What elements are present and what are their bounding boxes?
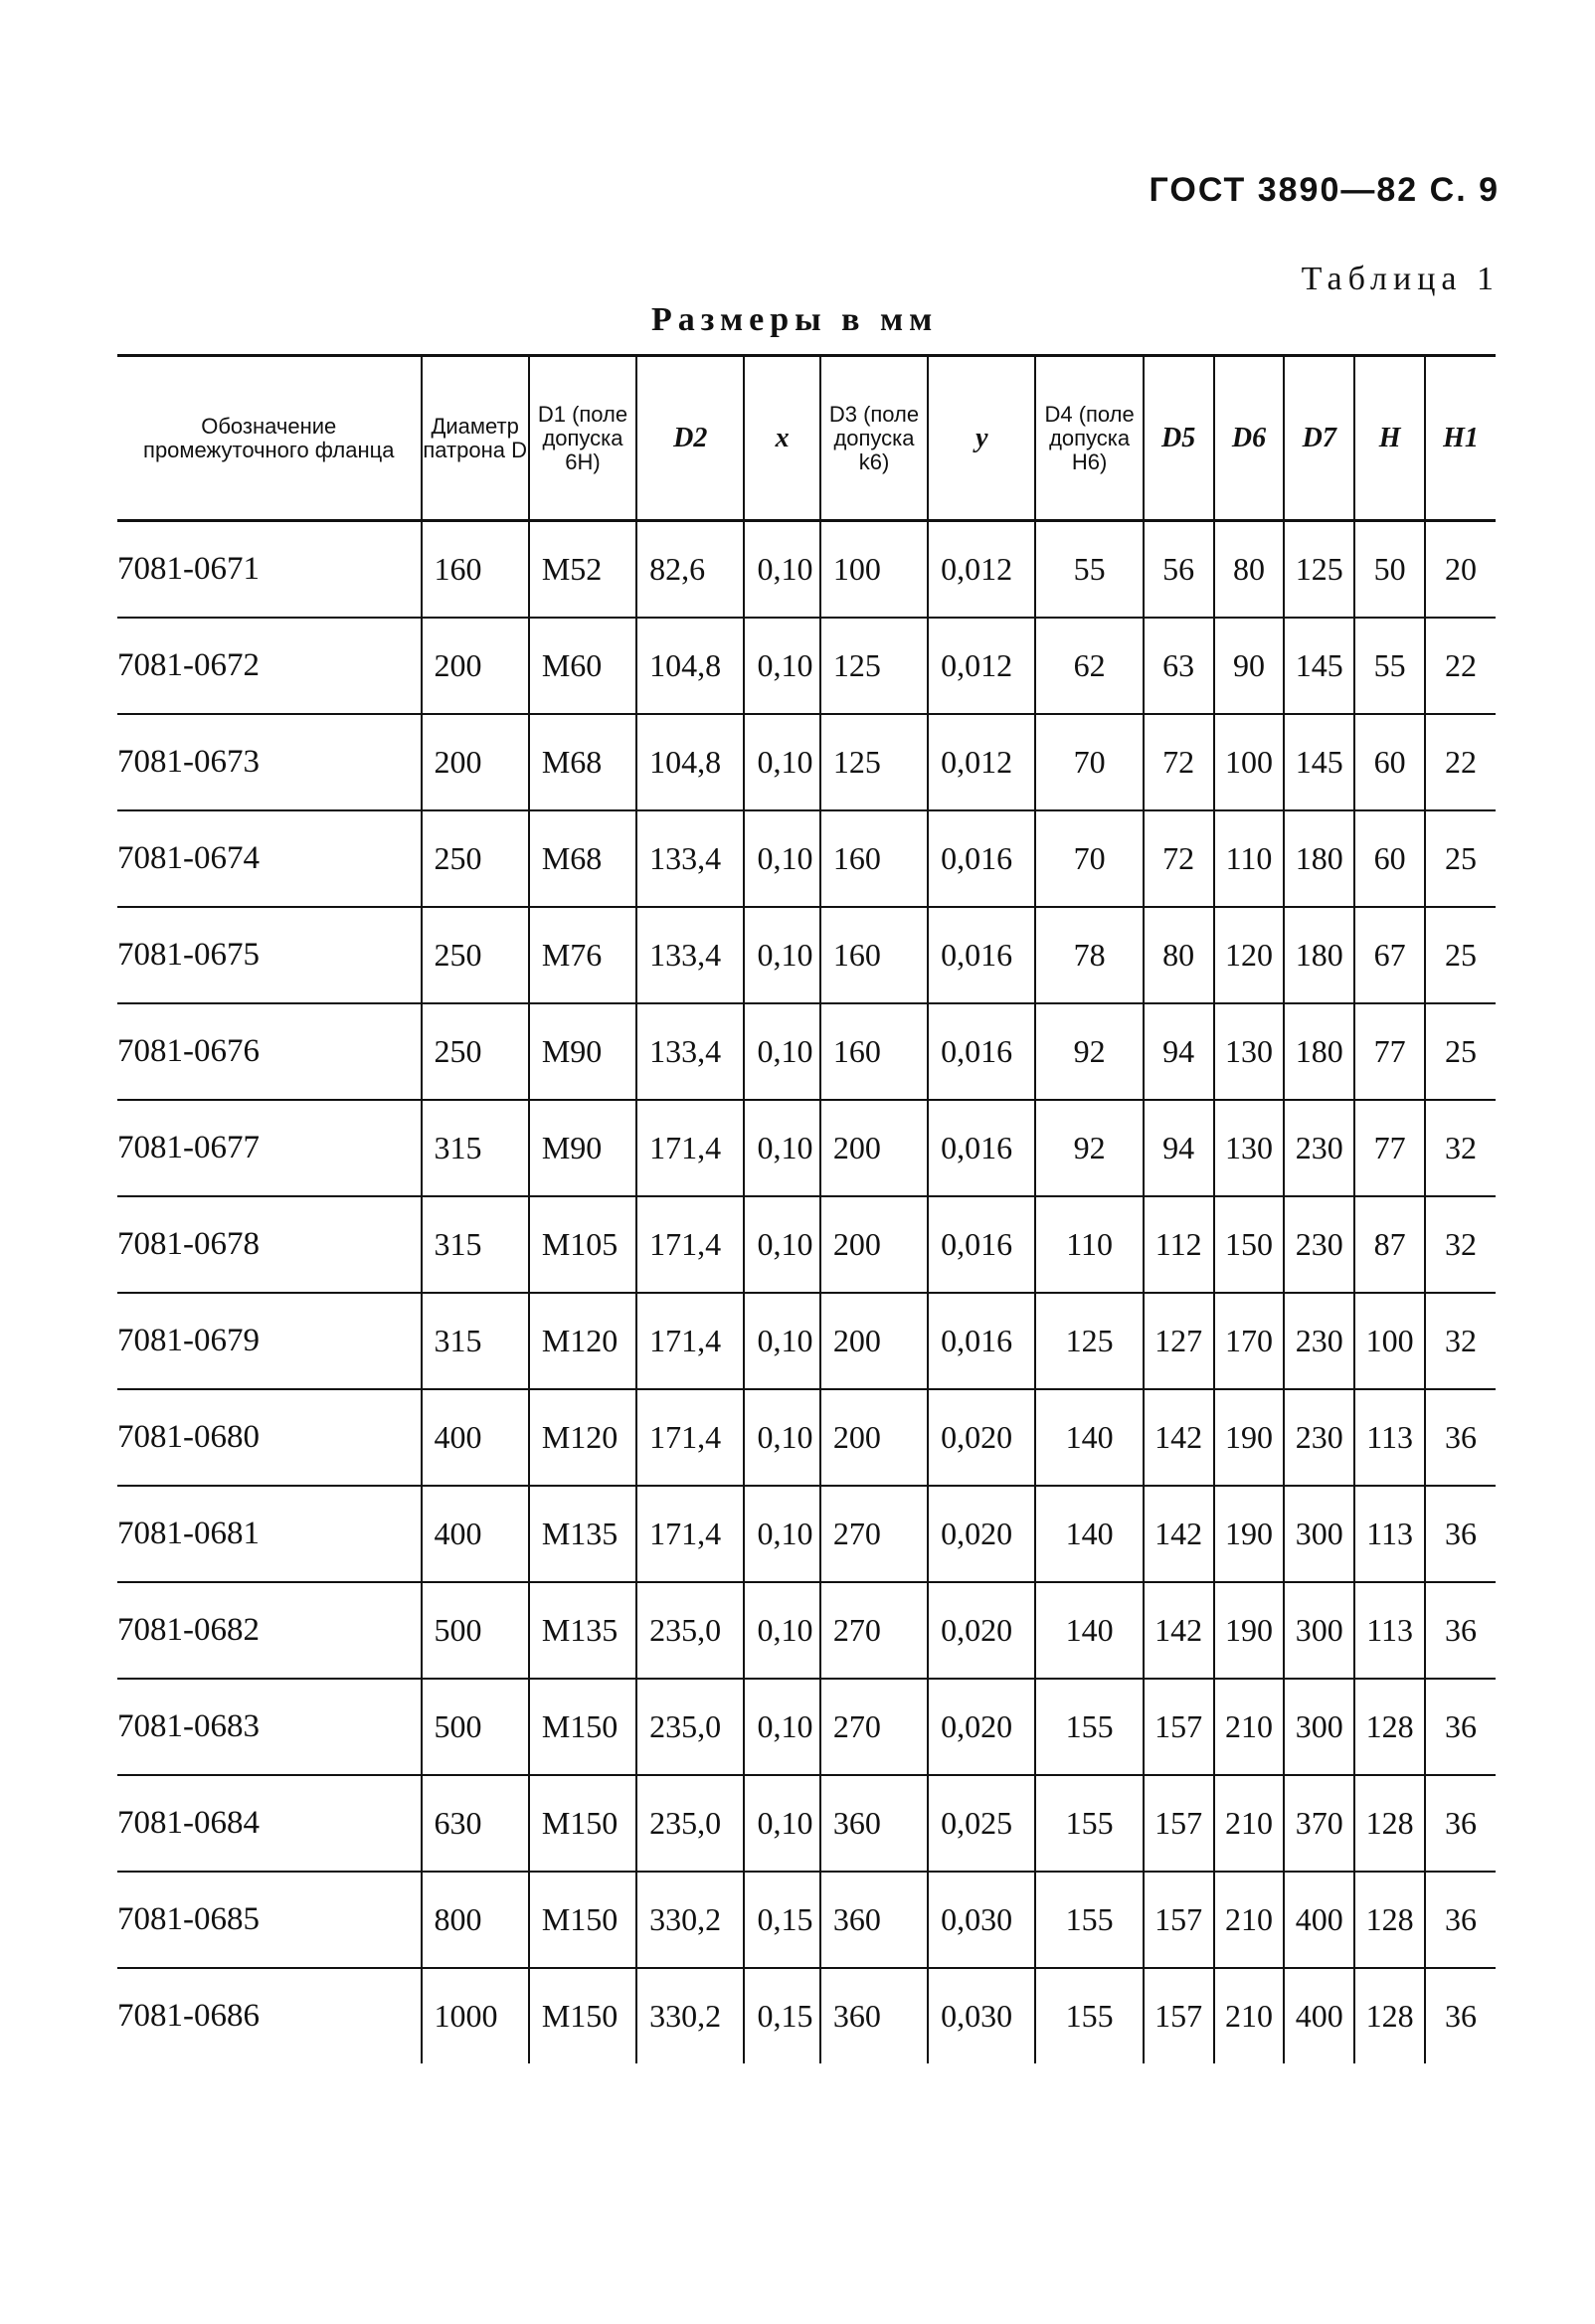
cell-d4: 155 (1035, 1775, 1143, 1872)
col-chuck-diameter: Диаметр патрона D (422, 356, 529, 521)
cell-chuck-diameter: 400 (422, 1486, 529, 1582)
cell-h: 55 (1354, 618, 1425, 714)
cell-d1: M90 (529, 1100, 636, 1196)
cell-d1: M135 (529, 1582, 636, 1679)
cell-designation: 7081-0671 (117, 521, 422, 619)
cell-d7: 230 (1284, 1293, 1354, 1389)
cell-chuck-diameter: 250 (422, 1003, 529, 1100)
cell-d7: 125 (1284, 521, 1354, 619)
table-row (117, 1968, 1496, 2063)
cell-x: 0,10 (744, 907, 819, 1003)
table-row (117, 1582, 1496, 1679)
cell-d5: 112 (1144, 1196, 1214, 1293)
cell-designation: 7081-0682 (117, 1582, 422, 1679)
cell-d4: 110 (1035, 1196, 1143, 1293)
col-d1: D1 (поле допуска 6H) (529, 356, 636, 521)
cell-d2: 171,4 (636, 1196, 744, 1293)
cell-y: 0,016 (928, 810, 1035, 907)
cell-d2: 133,4 (636, 1003, 744, 1100)
table-row (117, 1293, 1496, 1389)
col-d5: D5 (1144, 356, 1214, 521)
col-y: y (928, 356, 1035, 521)
cell-d4: 92 (1035, 1100, 1143, 1196)
cell-d4: 70 (1035, 714, 1143, 810)
cell-designation: 7081-0684 (117, 1775, 422, 1872)
col-x: x (744, 356, 819, 521)
cell-h: 100 (1354, 1293, 1425, 1389)
col-designation: Обозначение промежуточного фланца (117, 356, 422, 521)
col-h1: H1 (1425, 356, 1496, 521)
cell-x: 0,10 (744, 810, 819, 907)
cell-x: 0,10 (744, 714, 819, 810)
cell-y: 0,016 (928, 1196, 1035, 1293)
cell-d1: M150 (529, 1872, 636, 1968)
cell-d1: M150 (529, 1968, 636, 2063)
table-row (117, 1389, 1496, 1486)
cell-d5: 157 (1144, 1872, 1214, 1968)
cell-x: 0,10 (744, 1582, 819, 1679)
cell-d6: 210 (1214, 1775, 1285, 1872)
cell-chuck-diameter: 250 (422, 810, 529, 907)
cell-h: 77 (1354, 1003, 1425, 1100)
cell-h1: 22 (1425, 714, 1496, 810)
cell-d3: 125 (820, 714, 928, 810)
cell-d7: 370 (1284, 1775, 1354, 1872)
cell-chuck-diameter: 160 (422, 521, 529, 619)
cell-d1: M68 (529, 810, 636, 907)
cell-h: 128 (1354, 1775, 1425, 1872)
cell-d5: 142 (1144, 1486, 1214, 1582)
cell-x: 0,10 (744, 1679, 819, 1775)
cell-x: 0,10 (744, 1196, 819, 1293)
cell-y: 0,020 (928, 1679, 1035, 1775)
cell-h: 113 (1354, 1582, 1425, 1679)
cell-d2: 235,0 (636, 1679, 744, 1775)
cell-d3: 360 (820, 1968, 928, 2063)
cell-chuck-diameter: 315 (422, 1196, 529, 1293)
cell-designation: 7081-0677 (117, 1100, 422, 1196)
cell-d1: M150 (529, 1775, 636, 1872)
cell-h: 60 (1354, 714, 1425, 810)
cell-h1: 32 (1425, 1100, 1496, 1196)
cell-d7: 145 (1284, 618, 1354, 714)
cell-h1: 25 (1425, 810, 1496, 907)
cell-d4: 78 (1035, 907, 1143, 1003)
col-d6: D6 (1214, 356, 1285, 521)
cell-d2: 82,6 (636, 521, 744, 619)
cell-y: 0,012 (928, 714, 1035, 810)
cell-designation: 7081-0678 (117, 1196, 422, 1293)
cell-designation: 7081-0672 (117, 618, 422, 714)
cell-d3: 270 (820, 1679, 928, 1775)
cell-d5: 142 (1144, 1389, 1214, 1486)
cell-d2: 171,4 (636, 1486, 744, 1582)
cell-chuck-diameter: 250 (422, 907, 529, 1003)
cell-d5: 80 (1144, 907, 1214, 1003)
table-number: Таблица 1 (1301, 261, 1500, 297)
cell-x: 0,10 (744, 1486, 819, 1582)
cell-h1: 36 (1425, 1389, 1496, 1486)
cell-d2: 104,8 (636, 618, 744, 714)
cell-h1: 36 (1425, 1679, 1496, 1775)
cell-d7: 230 (1284, 1100, 1354, 1196)
cell-y: 0,030 (928, 1872, 1035, 1968)
cell-d2: 235,0 (636, 1775, 744, 1872)
cell-d5: 127 (1144, 1293, 1214, 1389)
cell-d3: 270 (820, 1582, 928, 1679)
cell-designation: 7081-0675 (117, 907, 422, 1003)
cell-d6: 130 (1214, 1100, 1285, 1196)
cell-y: 0,012 (928, 618, 1035, 714)
cell-chuck-diameter: 315 (422, 1293, 529, 1389)
col-d4: D4 (поле допуска H6) (1035, 356, 1143, 521)
cell-d6: 210 (1214, 1679, 1285, 1775)
cell-h: 128 (1354, 1679, 1425, 1775)
cell-chuck-diameter: 1000 (422, 1968, 529, 2063)
cell-x: 0,10 (744, 1100, 819, 1196)
cell-d4: 92 (1035, 1003, 1143, 1100)
cell-d2: 330,2 (636, 1872, 744, 1968)
cell-d7: 180 (1284, 810, 1354, 907)
table-body (117, 521, 1496, 2064)
cell-d3: 200 (820, 1196, 928, 1293)
cell-x: 0,10 (744, 618, 819, 714)
cell-d4: 140 (1035, 1486, 1143, 1582)
cell-d3: 360 (820, 1872, 928, 1968)
cell-d5: 72 (1144, 714, 1214, 810)
table-row (117, 810, 1496, 907)
cell-y: 0,025 (928, 1775, 1035, 1872)
cell-d7: 145 (1284, 714, 1354, 810)
units-caption: Размеры в мм (651, 301, 939, 338)
cell-d3: 125 (820, 618, 928, 714)
cell-d6: 150 (1214, 1196, 1285, 1293)
table-row (117, 1196, 1496, 1293)
cell-d2: 235,0 (636, 1582, 744, 1679)
cell-y: 0,020 (928, 1389, 1035, 1486)
cell-d4: 140 (1035, 1582, 1143, 1679)
cell-x: 0,10 (744, 521, 819, 619)
cell-chuck-diameter: 500 (422, 1582, 529, 1679)
cell-h1: 22 (1425, 618, 1496, 714)
cell-d3: 200 (820, 1389, 928, 1486)
cell-d5: 63 (1144, 618, 1214, 714)
table-row (117, 1003, 1496, 1100)
flange-dimensions-table (117, 354, 1496, 2063)
cell-d2: 133,4 (636, 907, 744, 1003)
col-d2: D2 (636, 356, 744, 521)
cell-d4: 155 (1035, 1872, 1143, 1968)
table-row (117, 1486, 1496, 1582)
cell-designation: 7081-0685 (117, 1872, 422, 1968)
cell-d6: 120 (1214, 907, 1285, 1003)
cell-d1: M60 (529, 618, 636, 714)
cell-h1: 36 (1425, 1968, 1496, 2063)
cell-d6: 210 (1214, 1968, 1285, 2063)
cell-d6: 130 (1214, 1003, 1285, 1100)
document-header: ГОСТ 3890—82 С. 9 (1149, 171, 1500, 209)
cell-d5: 72 (1144, 810, 1214, 907)
cell-chuck-diameter: 200 (422, 618, 529, 714)
cell-d1: M105 (529, 1196, 636, 1293)
cell-d6: 80 (1214, 521, 1285, 619)
cell-d1: M150 (529, 1679, 636, 1775)
cell-y: 0,016 (928, 907, 1035, 1003)
cell-d4: 62 (1035, 618, 1143, 714)
table-header-row (117, 356, 1496, 521)
table-row (117, 521, 1496, 619)
cell-chuck-diameter: 800 (422, 1872, 529, 1968)
cell-d6: 170 (1214, 1293, 1285, 1389)
cell-designation: 7081-0674 (117, 810, 422, 907)
cell-d5: 157 (1144, 1775, 1214, 1872)
cell-d1: M90 (529, 1003, 636, 1100)
cell-d7: 400 (1284, 1968, 1354, 2063)
cell-y: 0,012 (928, 521, 1035, 619)
col-d7: D7 (1284, 356, 1354, 521)
cell-designation: 7081-0673 (117, 714, 422, 810)
cell-h1: 20 (1425, 521, 1496, 619)
cell-d4: 155 (1035, 1679, 1143, 1775)
cell-d5: 157 (1144, 1968, 1214, 2063)
cell-y: 0,016 (928, 1100, 1035, 1196)
cell-h: 67 (1354, 907, 1425, 1003)
cell-d7: 180 (1284, 907, 1354, 1003)
table-row (117, 1679, 1496, 1775)
cell-y: 0,016 (928, 1293, 1035, 1389)
cell-d2: 330,2 (636, 1968, 744, 2063)
cell-d1: M135 (529, 1486, 636, 1582)
cell-d1: M68 (529, 714, 636, 810)
cell-chuck-diameter: 315 (422, 1100, 529, 1196)
cell-h1: 36 (1425, 1872, 1496, 1968)
cell-h: 113 (1354, 1389, 1425, 1486)
cell-d3: 100 (820, 521, 928, 619)
cell-h1: 32 (1425, 1196, 1496, 1293)
cell-designation: 7081-0681 (117, 1486, 422, 1582)
cell-designation: 7081-0676 (117, 1003, 422, 1100)
cell-d3: 360 (820, 1775, 928, 1872)
cell-y: 0,020 (928, 1486, 1035, 1582)
cell-y: 0,020 (928, 1582, 1035, 1679)
cell-d6: 190 (1214, 1582, 1285, 1679)
cell-d7: 300 (1284, 1486, 1354, 1582)
cell-h: 128 (1354, 1872, 1425, 1968)
cell-h: 128 (1354, 1968, 1425, 2063)
cell-d6: 90 (1214, 618, 1285, 714)
cell-x: 0,10 (744, 1775, 819, 1872)
cell-y: 0,030 (928, 1968, 1035, 2063)
cell-d1: M120 (529, 1389, 636, 1486)
cell-designation: 7081-0683 (117, 1679, 422, 1775)
cell-d3: 200 (820, 1100, 928, 1196)
cell-d6: 110 (1214, 810, 1285, 907)
cell-d4: 155 (1035, 1968, 1143, 2063)
cell-d5: 94 (1144, 1100, 1214, 1196)
cell-h1: 25 (1425, 907, 1496, 1003)
cell-d7: 230 (1284, 1389, 1354, 1486)
cell-x: 0,15 (744, 1968, 819, 2063)
cell-d1: M120 (529, 1293, 636, 1389)
cell-x: 0,10 (744, 1389, 819, 1486)
cell-h: 87 (1354, 1196, 1425, 1293)
cell-d4: 125 (1035, 1293, 1143, 1389)
cell-h1: 36 (1425, 1582, 1496, 1679)
cell-d1: M76 (529, 907, 636, 1003)
cell-d5: 56 (1144, 521, 1214, 619)
cell-h: 60 (1354, 810, 1425, 907)
cell-d4: 70 (1035, 810, 1143, 907)
cell-d4: 55 (1035, 521, 1143, 619)
cell-h1: 36 (1425, 1486, 1496, 1582)
cell-d4: 140 (1035, 1389, 1143, 1486)
cell-d3: 160 (820, 810, 928, 907)
cell-d2: 171,4 (636, 1100, 744, 1196)
cell-d6: 190 (1214, 1486, 1285, 1582)
cell-d2: 171,4 (636, 1293, 744, 1389)
col-d3: D3 (поле допуска k6) (820, 356, 928, 521)
cell-x: 0,10 (744, 1293, 819, 1389)
cell-d7: 180 (1284, 1003, 1354, 1100)
cell-chuck-diameter: 630 (422, 1775, 529, 1872)
table-row (117, 1872, 1496, 1968)
cell-h1: 25 (1425, 1003, 1496, 1100)
cell-d3: 200 (820, 1293, 928, 1389)
cell-h1: 32 (1425, 1293, 1496, 1389)
cell-d7: 300 (1284, 1679, 1354, 1775)
cell-d5: 142 (1144, 1582, 1214, 1679)
table-row (117, 618, 1496, 714)
table-row (117, 1100, 1496, 1196)
cell-d6: 100 (1214, 714, 1285, 810)
cell-x: 0,15 (744, 1872, 819, 1968)
cell-d7: 230 (1284, 1196, 1354, 1293)
cell-d5: 157 (1144, 1679, 1214, 1775)
cell-h: 77 (1354, 1100, 1425, 1196)
cell-d7: 400 (1284, 1872, 1354, 1968)
cell-d2: 133,4 (636, 810, 744, 907)
cell-d5: 94 (1144, 1003, 1214, 1100)
cell-d2: 104,8 (636, 714, 744, 810)
cell-chuck-diameter: 400 (422, 1389, 529, 1486)
cell-d1: M52 (529, 521, 636, 619)
cell-designation: 7081-0686 (117, 1968, 422, 2063)
cell-designation: 7081-0680 (117, 1389, 422, 1486)
table-row (117, 1775, 1496, 1872)
table-row (117, 714, 1496, 810)
cell-h1: 36 (1425, 1775, 1496, 1872)
cell-d3: 160 (820, 1003, 928, 1100)
cell-d2: 171,4 (636, 1389, 744, 1486)
cell-d6: 210 (1214, 1872, 1285, 1968)
col-h: H (1354, 356, 1425, 521)
cell-d3: 160 (820, 907, 928, 1003)
cell-d6: 190 (1214, 1389, 1285, 1486)
table-row (117, 907, 1496, 1003)
cell-x: 0,10 (744, 1003, 819, 1100)
cell-chuck-diameter: 200 (422, 714, 529, 810)
cell-chuck-diameter: 500 (422, 1679, 529, 1775)
cell-h: 113 (1354, 1486, 1425, 1582)
cell-h: 50 (1354, 521, 1425, 619)
cell-d3: 270 (820, 1486, 928, 1582)
cell-d7: 300 (1284, 1582, 1354, 1679)
cell-y: 0,016 (928, 1003, 1035, 1100)
cell-designation: 7081-0679 (117, 1293, 422, 1389)
